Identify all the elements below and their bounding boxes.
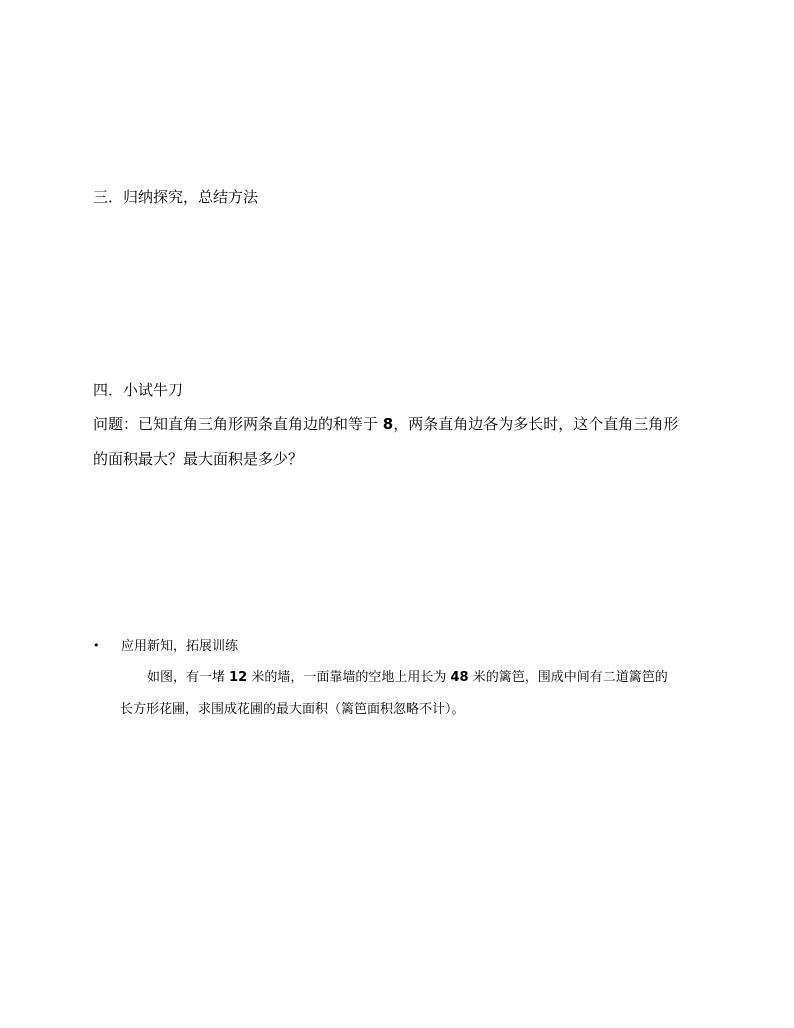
bullet-icon: • bbox=[93, 639, 100, 652]
problem-text-part-b: ，两条直角边各为多长时，这个直角三角形 bbox=[393, 415, 679, 433]
problem-text-line-1 bbox=[93, 417, 678, 432]
section-4-heading: 四．小试牛刀 bbox=[93, 381, 184, 399]
application-text-part-b: 米的墙，一面靠墙的空地上用长为 bbox=[247, 670, 451, 685]
section-3-heading: 三．归纳探究，总结方法 bbox=[93, 188, 259, 206]
fence-length-number: 48 bbox=[450, 670, 469, 685]
problem-text-line-2: 的面积最大？最大面积是多少？ bbox=[93, 450, 304, 468]
problem-number-8: 8 bbox=[382, 415, 394, 433]
application-text-part-a: 如图，有一堵 bbox=[147, 670, 230, 685]
application-text-line-2: 长方形花圃，求围成花圃的最大面积（篱笆面积忽略不计）。 bbox=[120, 702, 465, 717]
application-text-part-c: 米的篱笆，围成中间有二道篱笆的 bbox=[468, 670, 668, 685]
application-text-line-1 bbox=[147, 671, 668, 684]
wall-length-number: 12 bbox=[229, 670, 248, 685]
problem-text-part-a: 问题：已知直角三角形两条直角边的和等于 bbox=[93, 415, 383, 433]
application-title: 应用新知，拓展训练 bbox=[121, 639, 239, 654]
